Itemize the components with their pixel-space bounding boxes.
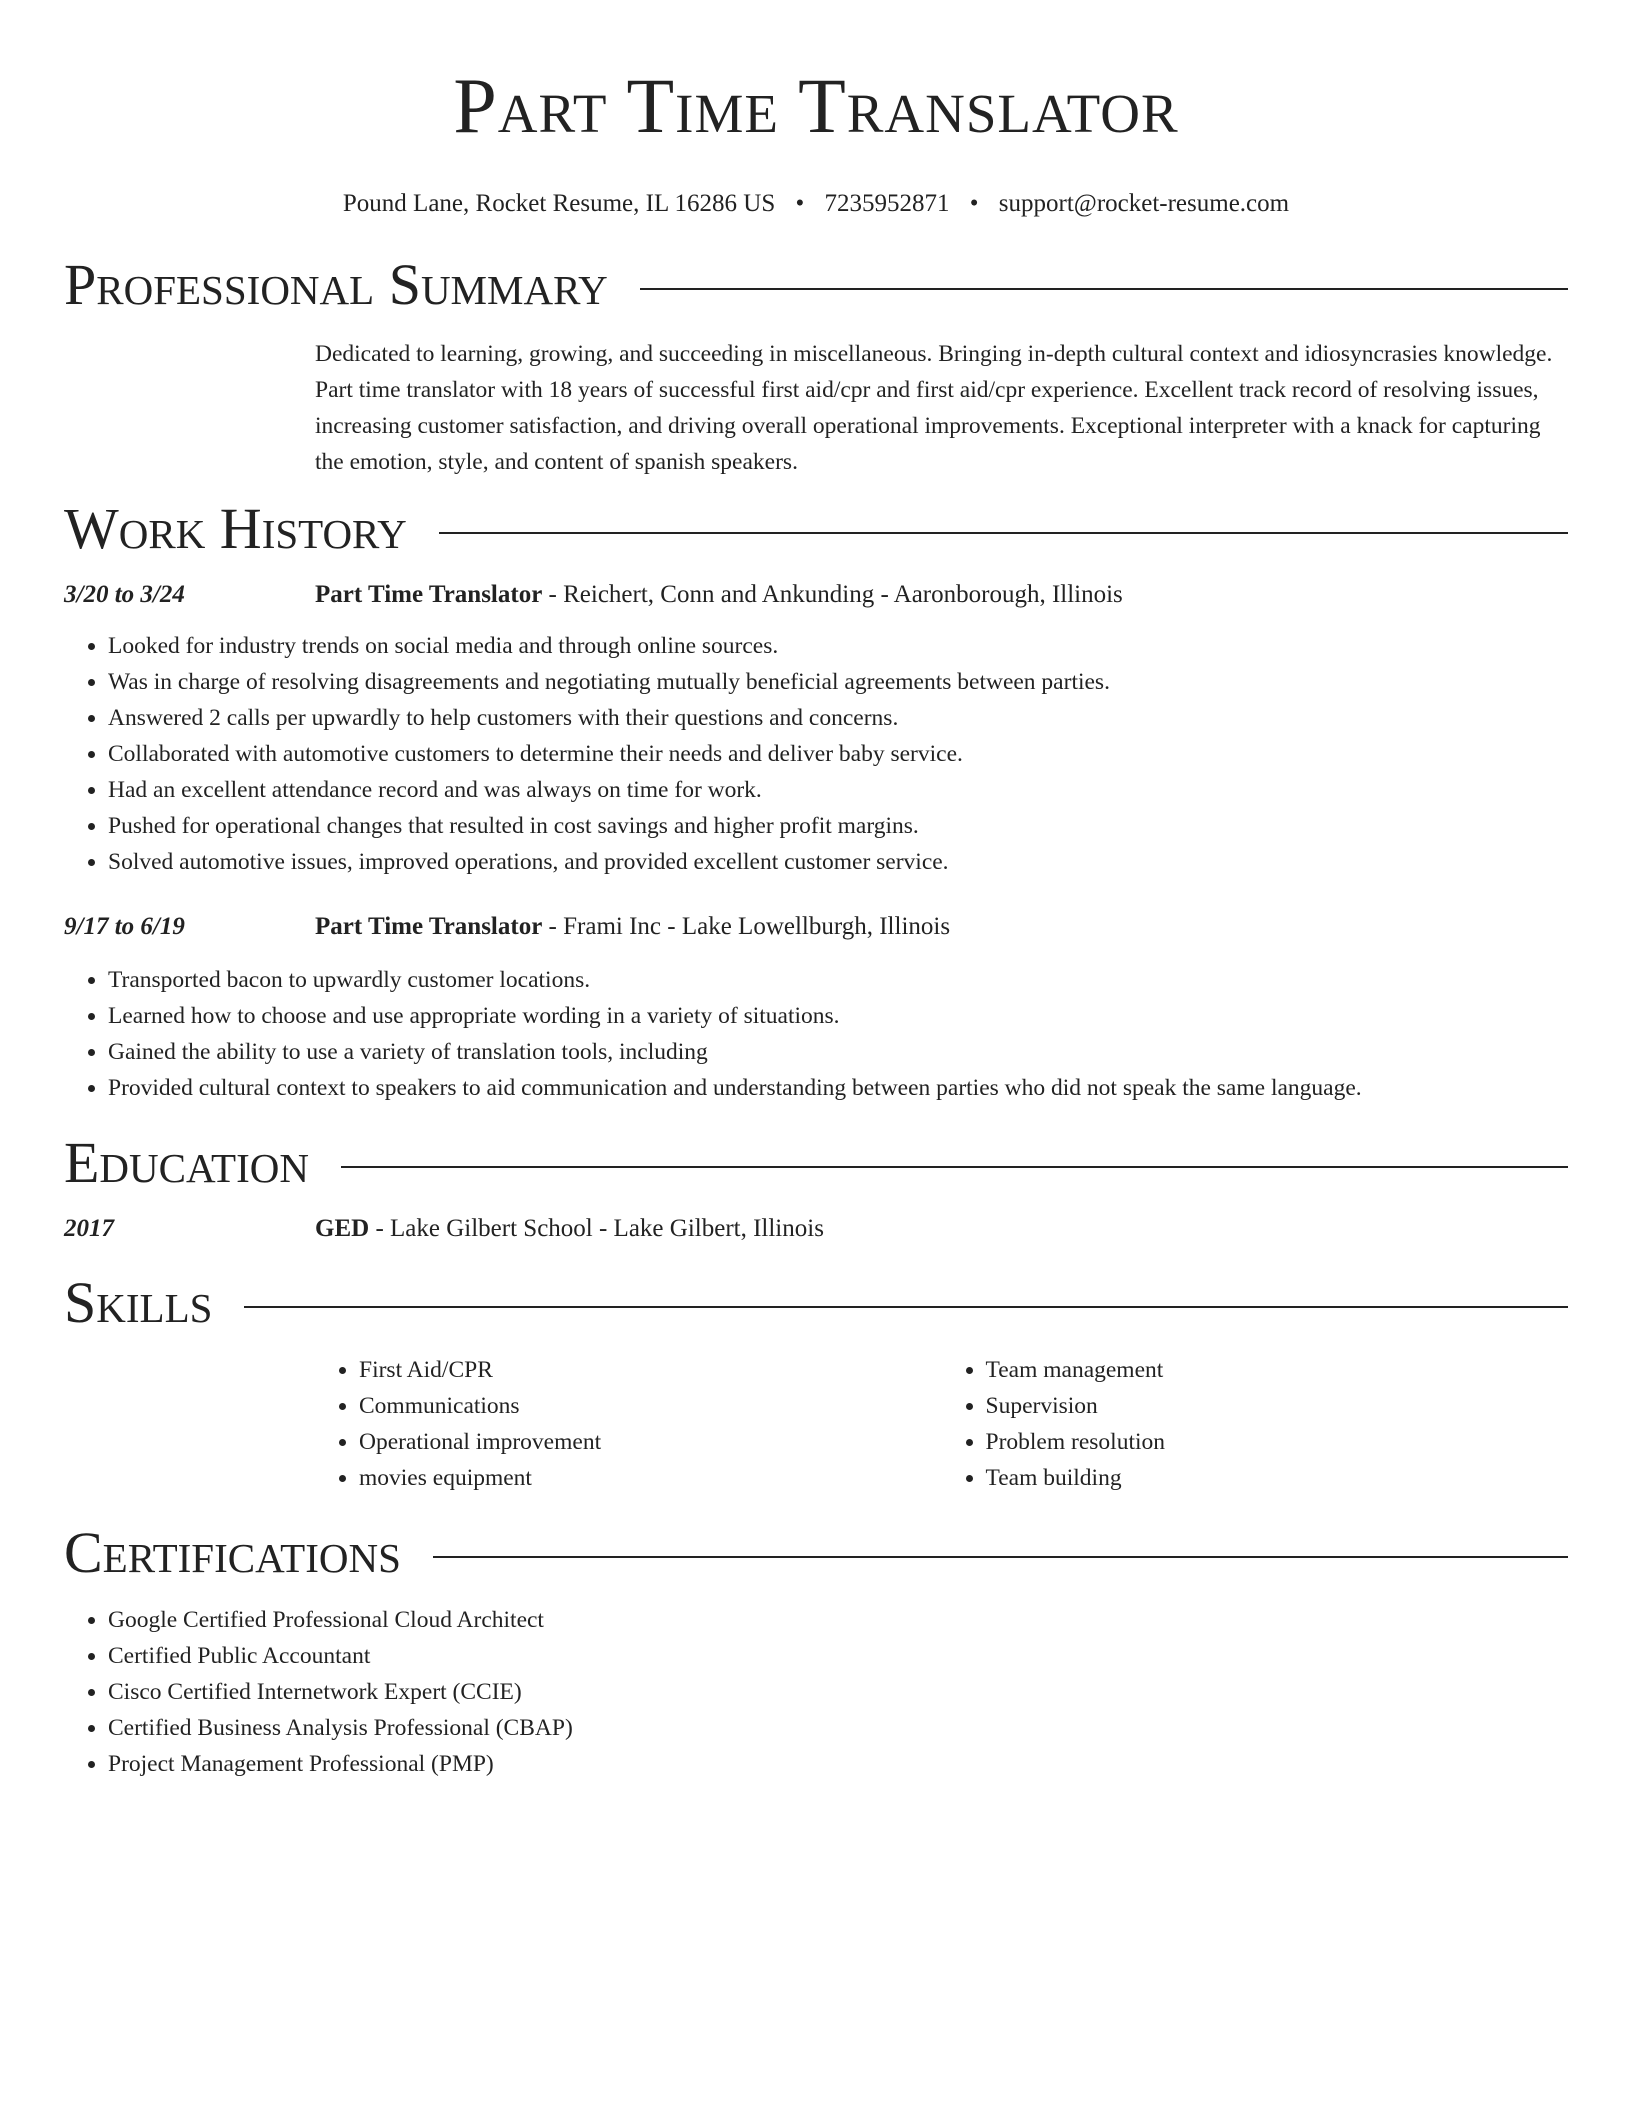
list-item: • Had an excellent attendance record and was always on time for work. — [108, 772, 1568, 808]
section-title-summary: Professional Summary — [64, 252, 608, 317]
job-title: Part Time Translator — [315, 581, 543, 608]
section-title-certifications: Certifications — [64, 1520, 401, 1585]
summary-text: Dedicated to learning, growing, and succeeding in miscellaneous. Bringing in-depth cultural context and idiosyncrasies knowledge. Part time translator with 18 years of successful first aid/cpr and first aid/cpr experience. Excellent track record of resolving issues, increasing customer satisfaction, and driving overall operational improvements. Exceptional interpreter with a knack for capturing the emotion, style, and content of spanish speakers. — [315, 341, 1553, 475]
list-item: • Operational improvement — [359, 1424, 942, 1460]
section-divider — [433, 1556, 1568, 1558]
list-item: • Was in charge of resolving disagreements and negotiating mutually beneficial agreements between parties. — [108, 664, 1568, 700]
job-entry — [64, 578, 1568, 880]
section-title-skills: Skills — [64, 1270, 213, 1335]
address: Pound Lane, Rocket Resume, IL 16286 US — [342, 190, 776, 217]
job-title: Part Time Translator — [315, 913, 543, 940]
list-item: • First Aid/CPR — [359, 1352, 942, 1388]
list-item: • Collaborated with automotive customers to determine their needs and deliver baby service. — [108, 736, 1568, 772]
list-item: • Answered 2 calls per upwardly to help customers with their questions and concerns. — [108, 700, 1568, 736]
skills-column-left — [315, 1352, 942, 1496]
list-item: • Problem resolution — [986, 1424, 1569, 1460]
education-entry — [64, 1212, 1568, 1246]
contact-line — [64, 188, 1568, 220]
section-divider — [341, 1166, 1568, 1168]
list-item: • Cisco Certified Internetwork Expert (CCIE) — [108, 1674, 1568, 1710]
list-item: • Google Certified Professional Cloud Architect — [108, 1602, 1568, 1638]
section-divider — [439, 532, 1568, 534]
section-title-education: Education — [64, 1130, 309, 1195]
candidate-name: Part Time Translator — [453, 62, 1179, 149]
education-section-header — [64, 1128, 1568, 1198]
skills-section-header — [64, 1268, 1568, 1338]
email: support@rocket-resume.com — [998, 190, 1290, 217]
list-item: • Learned how to choose and use appropriate wording in a variety of situations. — [108, 998, 1568, 1034]
summary-section-header — [64, 250, 1568, 320]
list-item: • Looked for industry trends on social media and through online sources. — [108, 628, 1568, 664]
list-item: • Certified Public Accountant — [108, 1638, 1568, 1674]
list-item: • movies equipment — [359, 1460, 942, 1496]
skills-list — [315, 1352, 1568, 1496]
separator-dot: • — [795, 190, 805, 217]
separator-dot: • — [969, 190, 979, 217]
certifications-section-header — [64, 1518, 1568, 1588]
list-item: • Solved automotive issues, improved operations, and provided excellent customer service. — [108, 844, 1568, 880]
list-item: • Communications — [359, 1388, 942, 1424]
job-dates: 3/20 to 3/24 — [64, 581, 185, 608]
list-item: • Gained the ability to use a variety of translation tools, including — [108, 1034, 1568, 1070]
job-entry — [64, 910, 1568, 1106]
job-header — [64, 578, 1568, 612]
phone: 7235952871 — [824, 190, 950, 217]
job-heading — [315, 910, 950, 944]
section-divider — [640, 288, 1568, 290]
list-item: • Supervision — [986, 1388, 1569, 1424]
skills-column-right — [942, 1352, 1569, 1496]
degree: GED — [315, 1215, 370, 1242]
job-dates: 9/17 to 6/19 — [64, 913, 185, 940]
certifications-list — [64, 1602, 1568, 1782]
school: - Lake Gilbert School - Lake Gilbert, Illinois — [369, 1215, 824, 1242]
job-heading — [315, 578, 1123, 612]
list-item: • Pushed for operational changes that resulted in cost savings and higher profit margins. — [108, 808, 1568, 844]
resume-page — [64, 0, 1568, 1782]
section-title-work: Work History — [64, 496, 407, 561]
education-heading — [315, 1212, 824, 1246]
work-section-header — [64, 494, 1568, 564]
job-bullets — [64, 962, 1568, 1106]
list-item: • Provided cultural context to speakers to aid communication and understanding between parties who did not speak the same language. — [108, 1070, 1568, 1106]
education-date: 2017 — [64, 1215, 114, 1242]
list-item: • Project Management Professional (PMP) — [108, 1746, 1568, 1782]
list-item: • Team building — [986, 1460, 1569, 1496]
job-header — [64, 910, 1568, 944]
section-divider — [244, 1306, 1568, 1308]
list-item: • Team management — [986, 1352, 1569, 1388]
job-company: - Frami Inc - Lake Lowellburgh, Illinois — [542, 913, 951, 940]
job-company: - Reichert, Conn and Ankunding - Aaronborough, Illinois — [542, 581, 1123, 608]
list-item: • Certified Business Analysis Professional (CBAP) — [108, 1710, 1568, 1746]
list-item: • Transported bacon to upwardly customer locations. — [108, 962, 1568, 998]
job-bullets — [64, 628, 1568, 880]
